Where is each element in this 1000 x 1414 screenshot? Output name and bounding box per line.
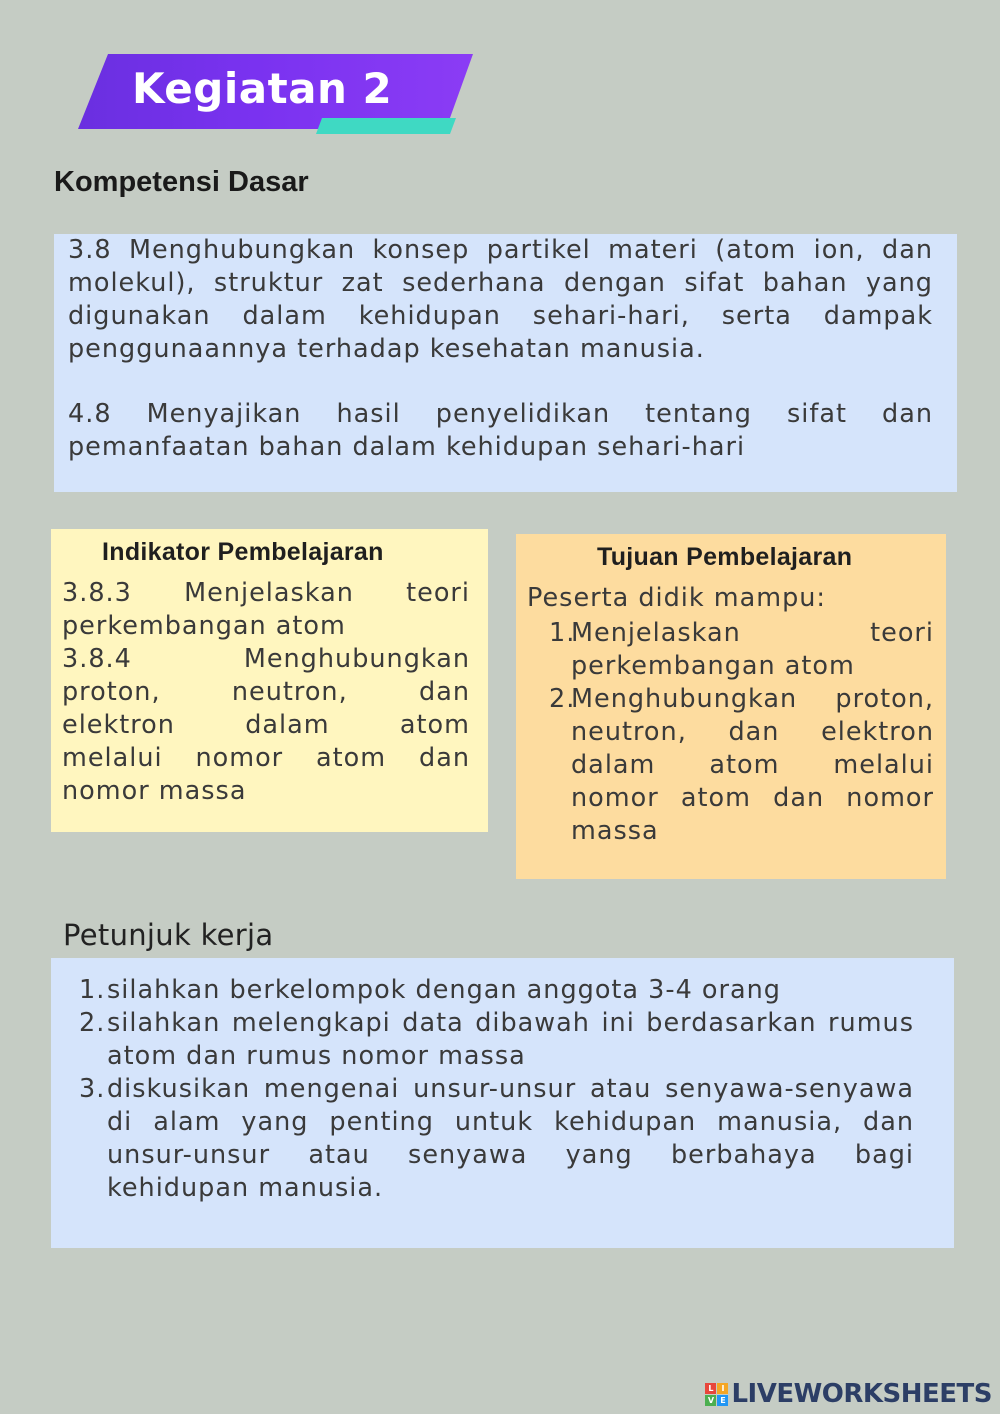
list-number: 1. [79,975,106,1005]
list-number: 2. [549,684,576,714]
indikator-title: Indikator Pembelajaran [102,538,384,566]
list-item [549,617,934,683]
liveworksheets-logo-icon [705,1383,728,1406]
indikator-line: 3.8.4 Menghubungkan [62,644,470,674]
indikator-line: elektron dalam atom [62,710,470,740]
kompetensi-box [54,234,957,492]
logo-letter: E [717,1395,728,1406]
kompetensi-item: 3.8 Menghubungkan konsep partikel materi (atom ion, dan molekul), struktur zat sederhana dengan sifat bahan yang digunakan dalam kehidupan sehari-hari, serta dampak penggunaannya terhadap kesehatan manusia. [68,235,933,364]
tujuan-lead: Peserta didik mampu: [527,583,827,613]
indikator-line: proton, neutron, dan [62,677,470,707]
indikator-line: perkembangan atom [62,611,346,641]
banner-accent-stripe [316,118,456,134]
list-item [79,1073,914,1205]
list-text: Menjelaskan teori perkembangan atom [571,618,934,681]
tujuan-title: Tujuan Pembelajaran [597,543,853,571]
activity-banner [78,54,473,129]
petunjuk-list [79,974,914,1205]
liveworksheets-brand[interactable] [705,1378,992,1410]
brand-wordmark: LIVEWORKSHEETS [731,1379,992,1409]
list-item [79,1007,914,1073]
indikator-line: 3.8.3 Menjelaskan teori [62,578,470,608]
kompetensi-heading: Kompetensi Dasar [54,166,309,198]
tujuan-box [516,534,946,879]
list-number: 2. [79,1008,106,1038]
indikator-box [51,529,488,832]
logo-letter: L [705,1383,716,1394]
tujuan-list [527,617,934,848]
list-text: Menghubungkan proton, neutron, dan elektron dalam atom melalui nomor atom dan nomor massa [571,684,934,846]
petunjuk-heading: Petunjuk kerja [63,918,274,952]
list-text: silahkan berkelompok dengan anggota 3-4 orang [107,975,781,1005]
banner-title: Kegiatan 2 [132,64,393,113]
logo-letter: V [705,1395,716,1406]
list-text: diskusikan mengenai unsur-unsur atau senyawa-senyawa di alam yang penting untuk kehidupan manusia, dan unsur-unsur atau senyawa yang berbahaya bagi kehidupan manusia. [107,1074,914,1203]
list-item [79,974,914,1007]
petunjuk-box [51,958,954,1248]
kompetensi-item: 4.8 Menyajikan hasil penyelidikan tentang sifat dan pemanfaatan bahan dalam kehidupan sehari-hari [68,399,933,462]
indikator-line: nomor massa [62,776,247,806]
list-item [549,683,934,848]
logo-letter: I [717,1383,728,1394]
list-number: 1. [549,618,576,648]
indikator-line: melalui nomor atom dan [62,743,470,773]
list-text: silahkan melengkapi data dibawah ini berdasarkan rumus atom dan rumus nomor massa [107,1008,914,1071]
list-number: 3. [79,1074,106,1104]
